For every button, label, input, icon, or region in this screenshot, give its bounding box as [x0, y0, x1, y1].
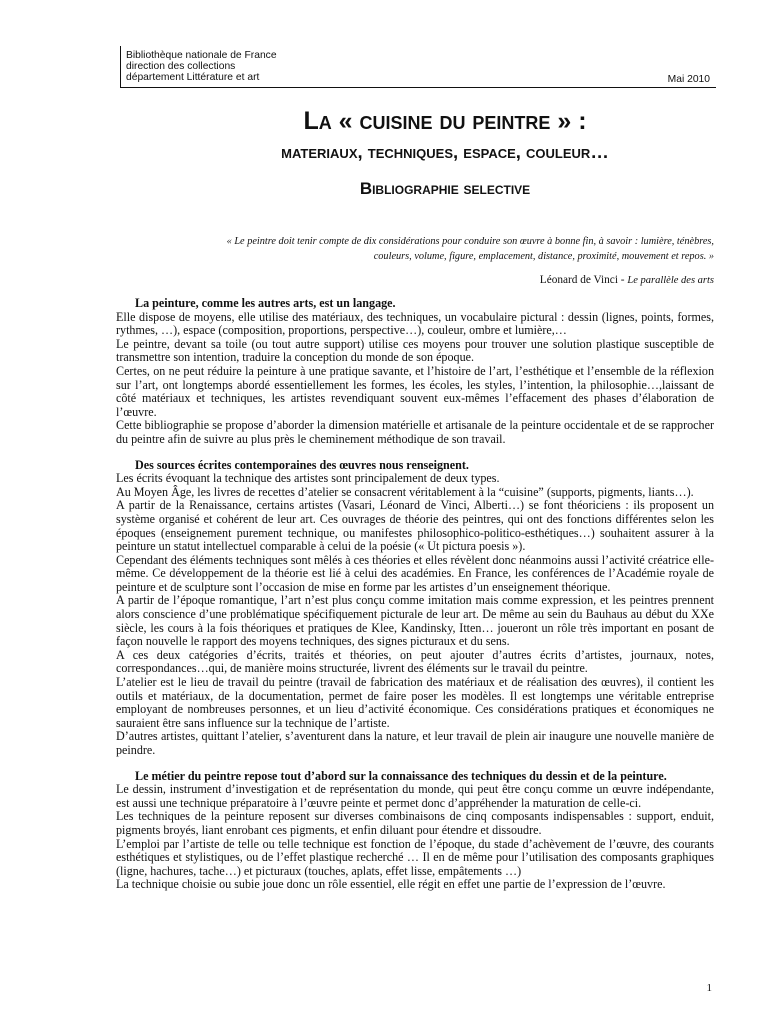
- paragraph: Les techniques de la peinture reposent sur diverses combinaisons de cinq composants indispensables : support, enduit, pigments broyés, liant enrobant ces pigments, et enfin diluant pour étendre et dissoudre.: [116, 809, 714, 837]
- paragraph: Au Moyen Âge, les livres de recettes d’atelier se consacrent véritablement à la “cuisine” (supports, pigments, liants…).: [116, 484, 694, 499]
- institution-line: Bibliothèque nationale de France: [126, 50, 277, 61]
- section-heading: Des sources écrites contemporaines des œuvres nous renseignent.: [135, 457, 469, 472]
- epigraph-quote: « Le peintre doit tenir compte de dix considérations pour conduire son œuvre à bonne fin, à savoir : lumière, ténèbres, couleurs, volume, figure, emplacement, distance, proximité, mouvement et repos. »: [226, 236, 714, 262]
- epigraph-author: Léonard de Vinci -: [539, 274, 628, 286]
- paragraph: L’emploi par l’artiste de telle ou telle technique est fonction de l’époque, du stade d’achèvement de l’œuvre, des courants esthétiques et stylistiques, ou de l’effet plastique recherché … Il en de même pour l’utilisation des composants graphiques (ligne, hachures, tache…) et picturaux (touches, aplats, effet lisse, empâtements …): [116, 836, 714, 878]
- institution-block: [126, 50, 277, 83]
- paragraph: La technique choisie ou subie joue donc un rôle essentiel, elle régit en effet une partie de l’expression de l’œuvre.: [116, 877, 666, 892]
- paragraph: Certes, on ne peut réduire la peinture à une pratique savante, et l’histoire de l’art, l’esthétique et l’ensemble de la réflexion sur l’art, ont longtemps abordé essentiellement les formes, les écoles, les styles, l’intention, la philosophie…,laissant de côté matériaux et techniques, les artistes revendiquant souvent eux-mêmes l’effacement des phases d’élaboration de l’œuvre.: [116, 363, 714, 419]
- header-horizontal-rule: [120, 87, 716, 88]
- section-gap: [116, 447, 714, 457]
- document-title: La « cuisine du peintre » :: [303, 107, 587, 135]
- epigraph-attribution: [540, 274, 714, 286]
- paragraph: Le peintre, devant sa toile (ou tout autre support) utilise ces moyens pour trouver une solution plastique susceptible de transmettre son intention, traduire la conception du monde de son époque.: [116, 336, 714, 365]
- paragraph: Cette bibliographie se propose d’aborder la dimension matérielle et artisanale de la peinture occidentale et de se rapprocher du peintre afin de suivre au plus près le cheminement méthodique de son travail.: [116, 418, 714, 446]
- paragraph: D’autres artistes, quittant l’atelier, s’aventurent dans la nature, et leur travail de plein air inaugure une nouvelle manière de peindre.: [116, 729, 714, 757]
- document-subtitle: materiaux, techniques, espace, couleur…: [281, 141, 609, 162]
- paragraph: A partir de la Renaissance, certains artistes (Vasari, Léonard de Vinci, Alberti…) se font théoriciens : ils proposent un système organisé et cohérent de leur art. Ces ouvrages de théorie des peintres, qui ont des fonctions différentes selon les époques (enseignement purement technique, ou manifestes philosophico-politico-esthétiques…) souhaitent assurer à la peinture un statut intellectuel comparable à celui de la poésie (« Ut pictura poesis »).: [116, 498, 714, 554]
- page-number: 1: [706, 982, 712, 994]
- institution-line: direction des collections: [126, 61, 236, 72]
- paragraph: Les écrits évoquant la technique des artistes sont principalement de deux types.: [116, 471, 500, 486]
- epigraph-work: Le parallèle des arts: [627, 275, 714, 286]
- header-date: Mai 2010: [667, 74, 710, 85]
- paragraph: L’atelier est le lieu de travail du peintre (travail de fabrication des matériaux et de réalisation des œuvres), il contient les outils et matériaux, de la documentation, permet de faire poser les modèles. Il est longtemps une véritable entreprise employant de nombreuses personnes, et un lieu d’activité économique. Ces considérations pratiques et économiques ne sauraient être sans influence sur la technique de l’artiste.: [116, 675, 714, 730]
- document-section-title: Bibliographie selective: [359, 179, 531, 198]
- section-gap: [116, 758, 714, 768]
- header-vertical-rule: [120, 46, 121, 88]
- document-body: [116, 295, 714, 892]
- section-heading: Le métier du peintre repose tout d’abord sur la connaissance des techniques du dessin et de la peinture.: [135, 768, 667, 783]
- paragraph: A ces deux catégories d’écrits, traités et théories, on peut ajouter d’autres écrits d’artistes, journaux, notes, correspondances…qui, de manière moins structurée, livrent des éléments sur le travail du peintre.: [116, 647, 714, 676]
- paragraph: Elle dispose de moyens, elle utilise des matériaux, des techniques, un vocabulaire pictural : dessin (lignes, points, formes, rythmes, …), espace (composition, proportions, perspective…), couleur, ombre et lumière,…: [116, 309, 714, 338]
- section-heading: La peinture, comme les autres arts, est un langage.: [135, 296, 396, 310]
- paragraph: A partir de l’époque romantique, l’art n’est plus conçu comme imitation mais comme expression, et les peintres prennent alors conscience d’une problématique spécifiquement picturale de leur art. De même au sein du Bauhaus au début du XXe siècle, les cours à la fois théoriques et pratiques de Klee, Kandinsky, Itten… joueront un rôle très important en posant de façon nouvelle le rapport des moyens techniques, des signes picturaux et du sens.: [116, 593, 714, 649]
- paragraph: Cependant des éléments techniques sont mêlés à ces théories et elles révèlent donc néanmoins aussi l’activité créatrice elle-même. Ce développement de la théorie est lié à celui des académies. En France, les conférences de l’Académie royale de peinture et de sculpture sont l’occasion de mise en forme par les artistes d’un enseignement théorique.: [116, 552, 714, 594]
- institution-line: département Littérature et art: [126, 72, 260, 83]
- page-header: [120, 46, 716, 88]
- paragraph: Le dessin, instrument d’investigation et de représentation du monde, qui peut être conçu comme un œuvre indépendante, est aussi une technique préparatoire à l’œuvre peinte et permet donc d’appréhender la maturation de celle-ci.: [116, 782, 714, 810]
